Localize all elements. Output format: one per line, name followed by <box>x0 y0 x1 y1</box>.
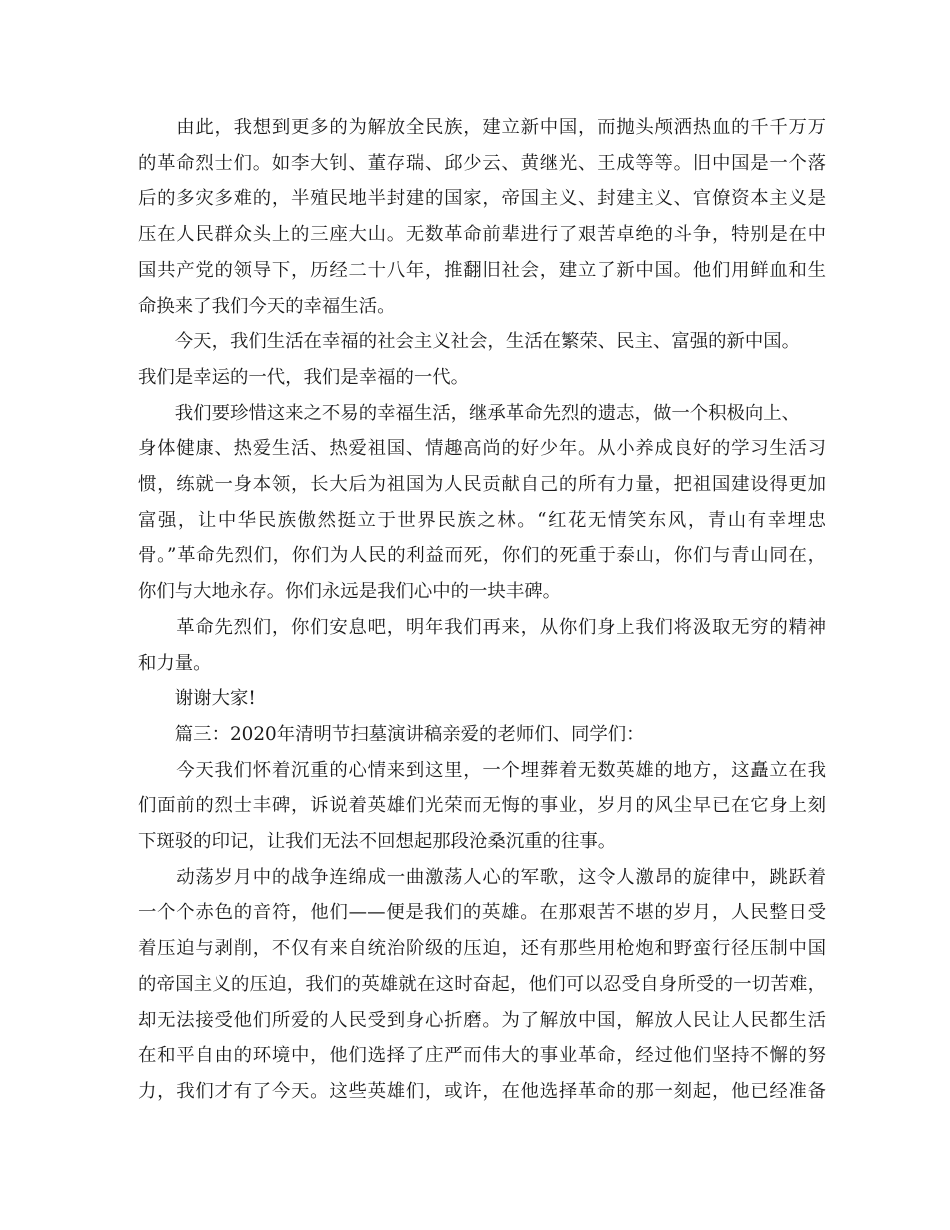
text-line: 却无法接受他们所爱的人民受到身心折磨。为了解放中国，解放人民让人民都生活 <box>138 1009 826 1031</box>
text-line: 富强，让中华民族傲然挺立于世界民族之林。“红花无情笑东风，青山有幸埋忠 <box>138 509 826 531</box>
text-line: 我们要珍惜这来之不易的幸福生活，继承革命先烈的遗志，做一个积极向上、 <box>138 402 801 424</box>
text-line: 惯，练就一身本领，长大后为祖国为人民贡献自己的所有力量，把祖国建设得更加 <box>138 474 826 495</box>
text-line: 由此，我想到更多的为解放全民族，建立新中国，而抛头颅洒热血的千千万万 <box>138 117 826 138</box>
text-line: 们面前的烈士丰碑，诉说着英雄们光荣而无悔的事业，岁月的风尘早已在它身上刻 <box>138 795 826 817</box>
text-line: 我们是幸运的一代，我们是幸福的一代。 <box>138 366 470 388</box>
text-line: 你们与大地永存。你们永远是我们心中的一块丰碑。 <box>138 581 561 603</box>
text-line: 身体健康、热爱生活、热爱祖国、情趣高尚的好少年。从小养成良好的学习生活习 <box>138 438 826 460</box>
text-line: 下斑驳的印记，让我们无法不回想起那段沧桑沉重的往事。 <box>138 831 617 852</box>
text-line: 压在人民群众头上的三座大山。无数革命前辈进行了艰苦卓绝的斗争，特别是在中 <box>138 224 826 246</box>
text-line: 的革命烈士们。如李大钊、董存瑞、邱少云、黄继光、王成等等。旧中国是一个落 <box>138 152 826 174</box>
text-line: 国共产党的领导下，历经二十八年，推翻旧社会，建立了新中国。他们用鲜血和生 <box>138 259 826 281</box>
text-line: 篇三：2020年清明节扫墓演讲稿亲爱的老师们、同学们： <box>138 723 645 745</box>
text-line: 一个个赤色的音符，他们——便是我们的英雄。在那艰苦不堪的岁月，人民整日受 <box>138 902 826 924</box>
text-line: 动荡岁月中的战争连绵成一曲激荡人心的军歌，这令人激昂的旋律中，跳跃着 <box>138 866 826 888</box>
text-line: 的帝国主义的压迫，我们的英雄就在这时奋起，他们可以忍受自身所受的一切苦难， <box>138 973 826 995</box>
text-line: 和力量。 <box>138 652 212 674</box>
text-line: 命换来了我们今天的幸福生活。 <box>138 295 396 317</box>
text-line: 革命先烈们，你们安息吧，明年我们再来，从你们身上我们将汲取无穷的精神 <box>138 616 826 638</box>
text-line: 谢谢大家! <box>138 688 256 710</box>
text-line: 在和平自由的环境中，他们选择了庄严而伟大的事业革命，经过他们坚持不懈的努 <box>138 1045 826 1067</box>
text-line: 后的多灾多难的，半殖民地半封建的国家，帝国主义、封建主义、官僚资本主义是 <box>138 188 826 210</box>
text-line: 着压迫与剥削，不仅有来自统治阶级的压迫，还有那些用枪炮和野蛮行径压制中国 <box>138 938 826 960</box>
text-line: 今天我们怀着沉重的心情来到这里，一个埋葬着无数英雄的地方，这矗立在我 <box>138 759 826 781</box>
text-line: 今天，我们生活在幸福的社会主义社会，生活在繁荣、民主、富强的新中国。 <box>138 331 801 353</box>
text-line: 力，我们才有了今天。这些英雄们，或许，在他选择革命的那一刻起，他已经准备 <box>138 1080 826 1102</box>
text-line: 骨。”革命先烈们，你们为人民的利益而死，你们的死重于泰山，你们与青山同在， <box>138 545 826 567</box>
